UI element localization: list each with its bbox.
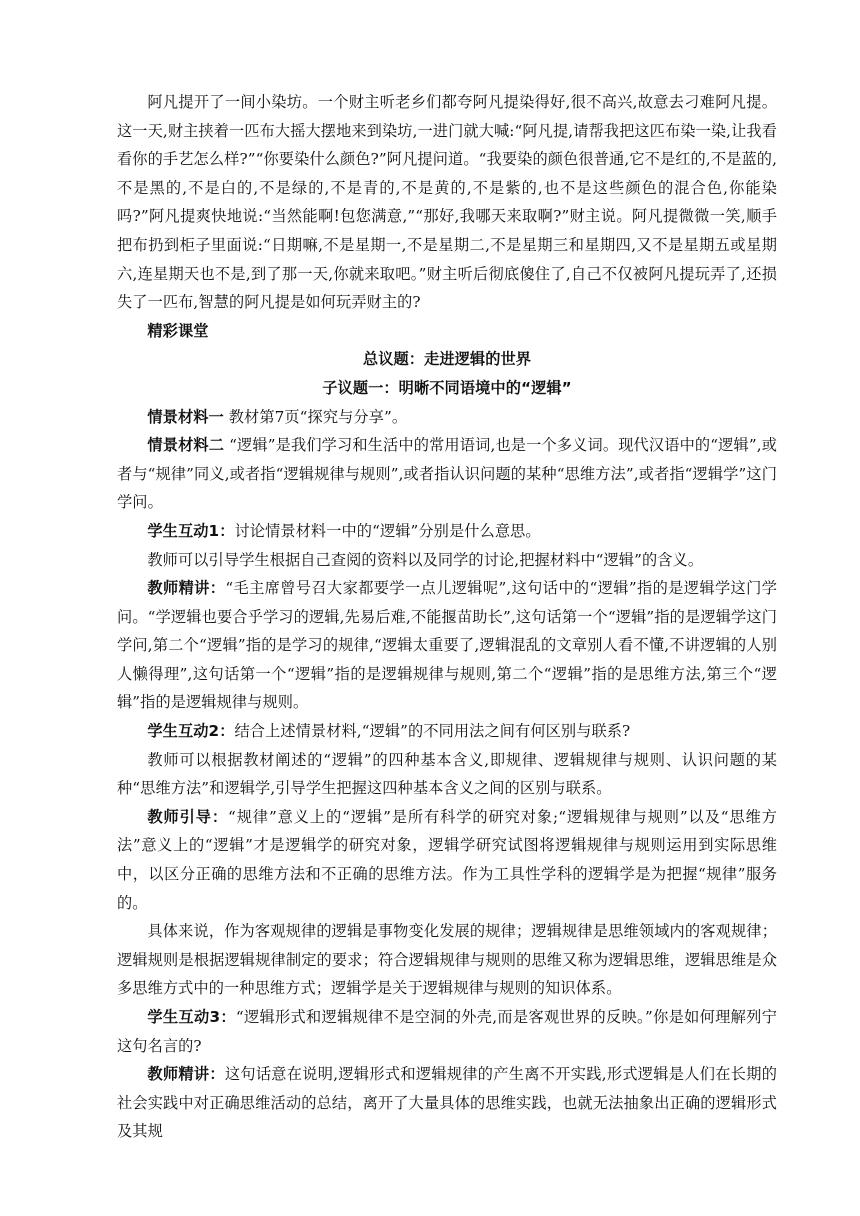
intro-story: 阿凡提开了一间小染坊。一个财主听老乡们都夸阿凡提染得好,很不高兴,故意去刁难阿凡提。这一天,财主挟着一匹布大摇大摆地来到染坊,一进门就大喊:“阿凡提,请帮我把这匹布染一染,让我看看你的手艺怎么样?”“你要染什么颜色?”阿凡提问道。“我要染的颜色很普通,它不是红的,不是蓝的,不是黑的,不是白的,不是绿的,不是青的,不是黄的,不是紫的,也不是这些颜色的混合色,你能染吗?”阿凡提爽快地说:“当然能啊!包您满意,”“那好,我哪天来取啊?”财主说。阿凡提微微一笑,顺手把布扔到柜子里面说:“日期嘛,不是星期一,不是星期二,不是星期三和星期四,又不是星期五或星期六,连星期天也不是,到了那一天,你就来取吧。”财主听后彻底傻住了,自己不仅被阿凡提玩弄了,还损失了一匹布,智慧的阿凡提是如何玩弄财主的? [117, 93, 777, 312]
paragraph-detail [117, 917, 777, 1003]
paragraph-student-interaction-3 [117, 1003, 777, 1060]
paragraph-material-two [117, 431, 777, 517]
paragraph-label: 教师精讲： [147, 579, 226, 598]
paragraph-text: 结合上述情景材料,“逻辑”的不同用法之间有何区别与联系? [234, 722, 631, 741]
main-topic-heading: 总议题：走进逻辑的世界 [362, 350, 532, 369]
paragraph-text: “逻辑”是我们学习和生活中的常用语词,也是一个多义词。现代汉语中的“逻辑”,或者与“规律”同义,或者指“逻辑规律与规则”,或者指认识问题的某种“思维方法”,或者指“逻辑学”这门学问。 [117, 436, 778, 512]
paragraph-guidance-2 [117, 746, 777, 803]
paragraph-label: 情景材料一 [147, 407, 224, 426]
document-page [117, 88, 777, 1146]
paragraph-label: 情景材料二 [147, 436, 225, 455]
paragraph-label: 学生互动2： [147, 722, 235, 741]
paragraph-label: 教师引导： [147, 807, 229, 826]
paragraph-student-interaction-2 [117, 717, 777, 746]
paragraph-text: 讨论情景材料一中的“逻辑”分别是什么意思。 [234, 521, 541, 540]
paragraph-teacher-guidance [117, 803, 777, 917]
paragraph-text: 教师可以根据教材阐述的“逻辑”的四种基本含义,即规律、逻辑规律与规则、认识问题的某种“思维方法”和逻辑学,引导学生把握这四种基本含义之间的区别与联系。 [117, 750, 777, 798]
paragraph-text: 具体来说，作为客观规律的逻辑是事物变化发展的规律；逻辑规律是思维领域内的客观规律；逻辑规则是根据逻辑规律制定的要求；符合逻辑规律与规则的思维又称为逻辑思维，逻辑思维是众多思维方式中的一种思维方式；逻辑学是关于逻辑规律与规则的知识体系。 [117, 922, 777, 998]
paragraph-text: “毛主席曾号召大家都要学一点儿逻辑呢”,这句话中的“逻辑”指的是逻辑学这门学问。“学逻辑也要合乎学习的逻辑,先易后难,不能揠苗助长”,这句话第一个“逻辑”指的是逻辑学这门学问,第二个“逻辑”指的是学习的规律,“逻辑太重要了,逻辑混乱的文章别人看不懂,不讲逻辑的人别人懒得理”,这句话第一个“逻辑”指的是逻辑规律与规则,第二个“逻辑”指的是思维方法,第三个“逻辑”指的是逻辑规律与规则。 [117, 579, 777, 712]
paragraph-text: 教材第7页“探究与分享”。 [223, 407, 408, 426]
paragraph-label: 学生互动1： [147, 521, 235, 540]
paragraph-label: 教师精讲： [147, 1065, 225, 1084]
paragraph-text: 这句话意在说明,逻辑形式和逻辑规律的产生离不开实践,形式逻辑是人们在长期的社会实践中对正确思维活动的总结，离开了大量具体的思维实践，也就无法抽象出正确的逻辑形式及其规 [117, 1065, 778, 1141]
paragraph-teacher-lecture-2 [117, 1060, 777, 1146]
paragraph-student-interaction-1 [117, 517, 777, 546]
paragraph-text: “规律”意义上的“逻辑”是所有科学的研究对象;“逻辑规律与规则”以及“思维方法”意义上的“逻辑”才是逻辑学的研究对象，逻辑学研究试图将逻辑规律与规则运用到实际思维中，以区分正确的思维方法和不正确的思维方法。作为工具性学科的逻辑学是为把握“规律”服务的。 [117, 807, 777, 912]
paragraph-teacher-lecture-1 [117, 574, 777, 717]
paragraph-guidance-1 [117, 546, 777, 575]
paragraph-label: 学生互动3： [147, 1008, 236, 1026]
section-heading: 精彩课堂 [147, 321, 209, 340]
sub-topic-heading: 子议题一：明晰不同语境中的“逻辑” [322, 378, 572, 397]
paragraph-material-one [117, 403, 777, 432]
paragraph-text: “逻辑形式和逻辑规律不是空洞的外壳,而是客观世界的反映。”你是如何理解列宁这句名言的? [117, 1008, 777, 1055]
paragraph-text: 教师可以引导学生根据自己查阅的资料以及同学的讨论,把握材料中“逻辑”的含义。 [147, 550, 704, 569]
